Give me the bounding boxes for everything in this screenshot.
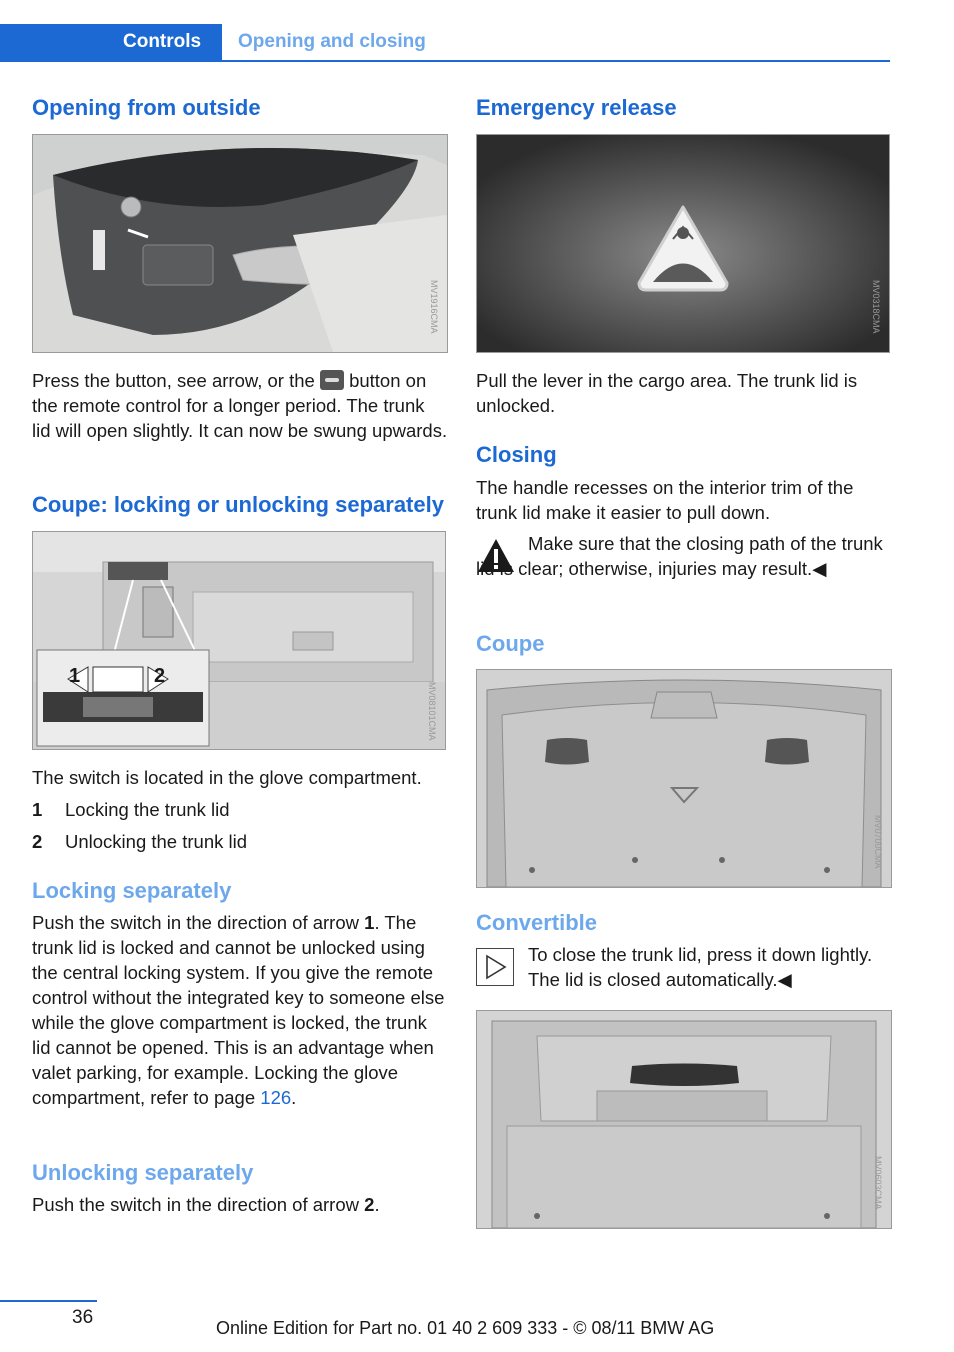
arrow-note-icon [476, 948, 514, 986]
heading-opening-from-outside: Opening from outside [32, 95, 261, 120]
footer-edition: Online Edition for Part no. 01 40 2 609 333 - © 08/11 BMW AG [216, 1318, 715, 1338]
heading-coupe: Coupe [476, 631, 545, 656]
footer-rule [0, 1300, 97, 1302]
figure-code: MV0318CMA [871, 280, 881, 334]
figure-emergency-lever [476, 134, 890, 353]
unlocking-text: Push the switch in the direction of arrow 2. [32, 1194, 380, 1215]
figure-convertible-trunk-interior [476, 1010, 892, 1229]
heading-emergency-release: Emergency release [476, 95, 677, 120]
remote-trunk-button-icon [320, 370, 344, 390]
end-mark-icon: ◀ [812, 558, 827, 579]
header-rule [222, 60, 890, 62]
figure-label-2: 2 [154, 665, 166, 687]
convertible-text: To close the trunk lid, press it down lightly. The lid is closed automatically.◀ [528, 944, 873, 990]
page-number: 36 [72, 1307, 94, 1328]
locking-text: Push the switch in the direction of arrow 1. The trunk lid is locked and cannot be unlocked using the central locking system. If you give the remote control without the integrated key to someone else while the glove compartment is locked, the trunk lid cannot be opened. This is an advantage when valet parking, for example. Locking the glove compartment, refer to page 126. [32, 912, 445, 1108]
figure-glove-switch [32, 531, 446, 750]
page-link-126[interactable]: 126 [260, 1087, 292, 1108]
heading-unlocking-separately: Unlocking separately [32, 1160, 254, 1185]
figure-coupe-trunk-interior [476, 669, 892, 888]
warning-text: Make sure that the closing path of the trunk lid is clear; otherwise, injuries may result.◀ [476, 533, 883, 579]
emergency-text: Pull the lever in the cargo area. The trunk lid is unlocked. [476, 370, 858, 416]
heading-coupe-locking: Coupe: locking or unlocking separately [32, 492, 444, 517]
figure-code: MV0700CMA [873, 815, 883, 869]
header-chapter[interactable]: Opening and closing [238, 31, 426, 52]
opening-text: Press the button, see arrow, or the button on the remote control for a longer period. The trunk lid will open slightly. It can now be swung upwards. [32, 370, 448, 441]
figure-code: MV08101CMA [427, 682, 437, 741]
figure-trunk-exterior [32, 134, 448, 353]
figure-label-1: 1 [69, 665, 81, 687]
closing-text: The handle recesses on the interior trim of the trunk lid make it easier to pull down. [476, 477, 854, 523]
header-section[interactable]: Controls [123, 31, 202, 52]
heading-locking-separately: Locking separately [32, 878, 232, 903]
switch-location-text: The switch is located in the glove compartment. [32, 767, 422, 788]
heading-closing: Closing [476, 442, 557, 467]
heading-convertible: Convertible [476, 910, 598, 935]
end-mark-icon: ◀ [777, 969, 792, 990]
figure-code: MV0603CMA [873, 1156, 883, 1210]
figure-code: MV1916CMA [429, 280, 439, 334]
